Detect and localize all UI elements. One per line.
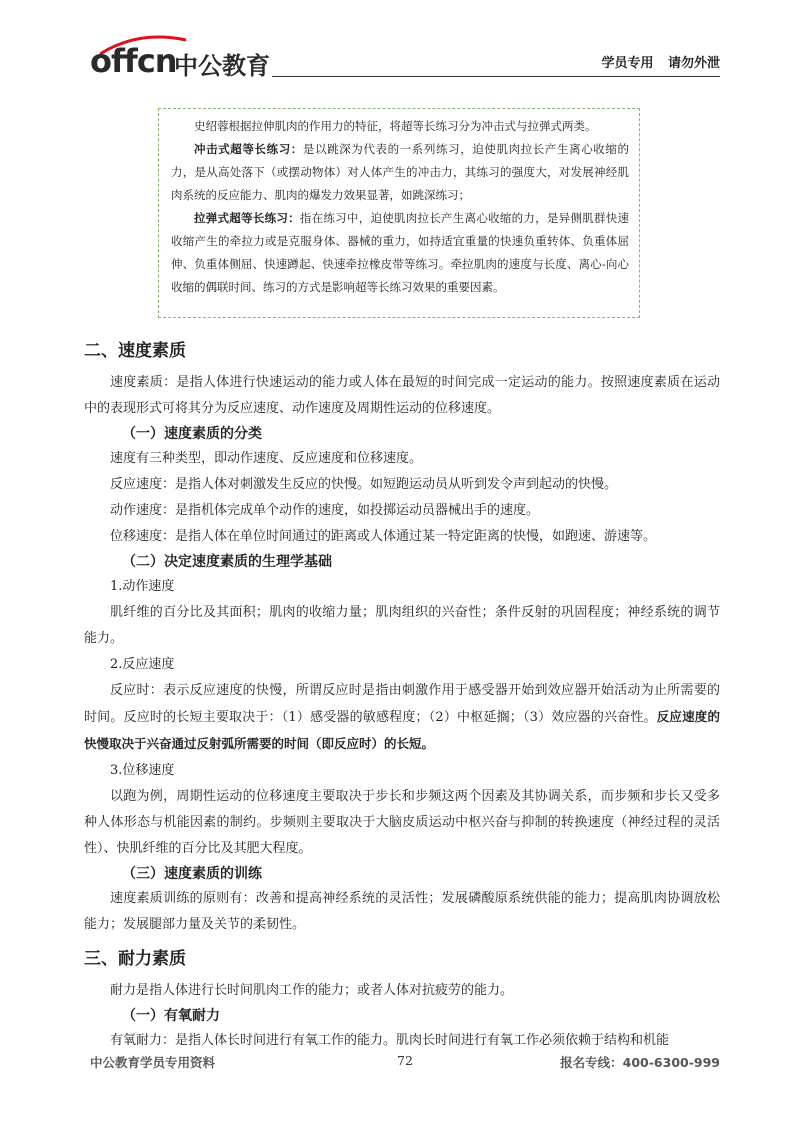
- speed-sub2-title: （二）决定速度素质的生理学基础: [122, 554, 332, 570]
- item3-text: 以跑为例，周期性运动的位移速度主要取决于步长和步频这两个因素及其协调关系，而步频和步长又受多种人体形态与机能因素的制约。步频则主要取决于大脑皮质运动中枢兴奋与抑制的转换速度（神经过程的灵活性）、快肌纤维的百分比及其肥大程度。: [84, 789, 720, 856]
- footer-label: 中公教育学员专用资料: [90, 1055, 216, 1070]
- endurance-definition: 耐力是指人体进行长时间肌肉工作的能力；或者人体对抗疲劳的能力。: [110, 983, 514, 998]
- item2-paragraph: [84, 678, 720, 758]
- section-3-title: 三、耐力素质: [84, 949, 186, 969]
- plyometric-note-box: [158, 108, 640, 318]
- box-elastic-paragraph: [171, 207, 629, 299]
- footer-hotline: 报名专线：400-6300-999: [560, 1055, 720, 1070]
- box-intro: 史绍蓉根据拉伸肌肉的作用力的特征，将超等长练习分为冲击式与拉弹式两类。: [194, 119, 597, 133]
- elastic-text: 指在练习中，迫使肌肉拉长产生离心收缩的力，是异侧肌群快速收缩产生的牵拉力或是克服身体、器械的重力，如持适宜重量的快速负重转体、负重体屈伸、负重体侧屈、快速蹲起、快速牵拉橡皮带等练习。牵拉肌肉的速度与长度、离心-向心收缩的偶联时间、练习的方式是影响超等长练习效果的重要因素。: [171, 211, 629, 294]
- item2-text: 反应时：表示反应速度的快慢，所谓反应时是指由刺激作用于感受器开始到效应器开始活动为止所需要的时间。反应时的长短主要取决于：（1）感受器的敏感程度；（2）中枢延搁；（3）效应器的兴奋性。: [84, 683, 720, 725]
- speed-sub1-line: 位移速度：是指人体在单位时间通过的距离或人体通过某一特定距离的快慢，如跑速、游速等。: [110, 529, 657, 544]
- section-2-title: 二、速度素质: [84, 341, 186, 361]
- elastic-label: 拉弹式超等长练习：: [194, 211, 300, 225]
- speed-sub3-title: （三）速度素质的训练: [122, 866, 262, 882]
- page-number: 72: [397, 1053, 413, 1068]
- item1-text: 肌纤维的百分比及其面积；肌肉的收缩力量；肌肉组织的兴奋性；条件反射的巩固程度；神经系统的调节能力。: [84, 605, 720, 646]
- speed-sub1-title: （一）速度素质的分类: [122, 426, 262, 442]
- item1-title: 1.动作速度: [110, 579, 175, 594]
- speed-definition: 速度素质：是指人体进行快速运动的能力或人体在最短的时间完成一定运动的能力。按照速度素质在运动中的表现形式可将其分为反应速度、动作速度及周期性运动的位移速度。: [84, 375, 720, 416]
- impact-text: 是以跳深为代表的一系列练习，迫使肌肉拉长产生离心收缩的力，是从高处落下（或摆动物体）对人体产生的冲击力，其练习的强度大，对发展神经肌肉系统的反应能力、肌肉的爆发力效果显著，如跳深练习；: [171, 142, 630, 202]
- speed-training-text: 速度素质训练的原则有：改善和提高神经系统的灵活性；发展磷酸原系统供能的能力；提高肌肉协调放松能力；发展腿部力量及关节的柔韧性。: [84, 891, 720, 932]
- item2-bold-text: 反应速度的快慢取决于兴奋通过反射弧所需要的时间（即反应时）的长短。: [84, 709, 720, 751]
- header-notice: 学员专用 请勿外泄: [601, 56, 720, 71]
- item3-title: 3.位移速度: [110, 763, 175, 778]
- logo-text-en: offcn: [90, 42, 177, 80]
- box-impact-paragraph: [171, 138, 629, 207]
- main-content: [84, 336, 720, 1054]
- speed-sub1-line: 速度有三种类型，即动作速度、反应速度和位移速度。: [110, 451, 423, 466]
- impact-label: 冲击式超等长练习：: [194, 142, 303, 156]
- endurance-sub1-title: （一）有氧耐力: [122, 1008, 220, 1024]
- aerobic-text: 有氧耐力：是指人体长时间进行有氧工作的能力。肌肉长时间进行有氧工作必须依赖于结构和机能: [110, 1033, 670, 1048]
- speed-sub1-line: 动作速度：是指机体完成单个动作的速度，如投掷运动员器械出手的速度。: [110, 503, 540, 518]
- speed-sub1-line: 反应速度：是指人体对刺激发生反应的快慢。如短跑运动员从听到发令声到起动的快慢。: [110, 477, 618, 492]
- header-rule: [272, 76, 720, 77]
- page-header: [90, 38, 720, 80]
- logo-text-cn: 中公教育: [174, 52, 270, 80]
- item2-title: 2.反应速度: [110, 657, 175, 672]
- page-footer: [90, 1053, 720, 1073]
